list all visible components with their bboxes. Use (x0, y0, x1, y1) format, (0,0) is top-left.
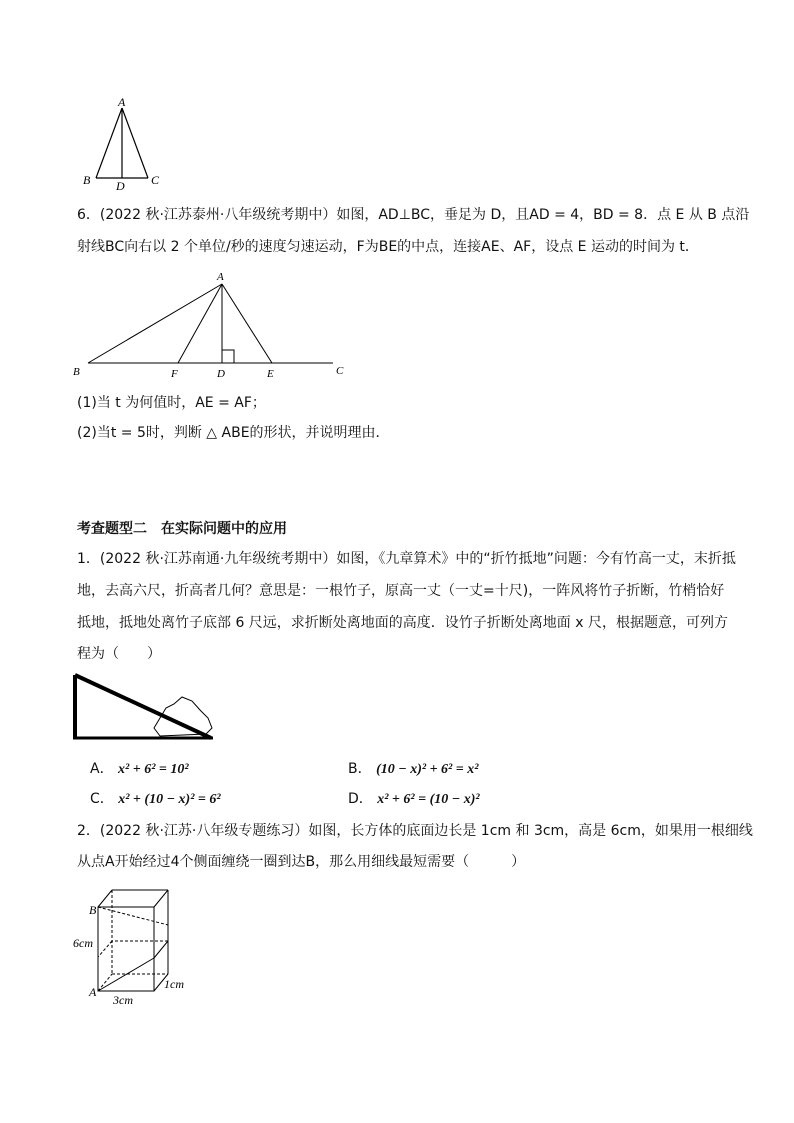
q6-label-d: D (217, 368, 225, 380)
option-b-letter: B． (348, 761, 372, 777)
option-a[interactable] (90, 758, 189, 778)
q1-text-line2: 地，去高六尺，折高者几何？意思是：一根竹子，原高一丈（一丈=十尺)，一阵风将竹子折断，竹梢恰好 (77, 583, 725, 599)
q6-figure (70, 270, 360, 380)
q2-text-line1: 2．(2022 秋·江苏·八年级专题练习）如图，长方体的底面边长是 1cm 和 3cm，高是 6cm，如果用一根细线 (77, 823, 753, 839)
label-b: B (83, 173, 91, 187)
option-a-letter: A． (90, 761, 114, 777)
right-angle-mark (222, 350, 234, 363)
label-d: D (116, 179, 125, 192)
triangle-abc-figure (78, 96, 168, 192)
q6-label-e: E (267, 368, 274, 380)
q6-label-c: C (336, 365, 344, 377)
section-title: 考查题型二 在实际问题中的应用 (77, 521, 287, 537)
q1-text-line1: 1．(2022 秋·江苏南通·九年级统考期中）如图，《九章算术》中的“折竹抵地”问题：今有竹高一丈，末折抵 (77, 551, 736, 567)
prism-label-a: A (89, 985, 97, 999)
option-c-letter: C． (90, 791, 114, 807)
q1-text-line3: 抵地，抵地处离竹子底部 6 尺远，求折断处离地面的高度．设竹子折断处离地面 x 尺，根据题意，可列方 (77, 615, 728, 631)
option-d-letter: D． (348, 791, 373, 807)
prism-label-height: 6cm (73, 936, 93, 950)
prism-label-width: 3cm (113, 993, 133, 1007)
option-b[interactable] (348, 758, 478, 778)
option-d[interactable] (348, 788, 480, 808)
q2-text-line2: 从点A开始经过4个侧面缠绕一圈到达B，那么用细线最短需要（ ） (77, 854, 526, 870)
q6-label-b: B (73, 366, 80, 378)
q6-text-line2: 射线BC向右以 2 个单位/秒的速度匀速运动，F为BE的中点，连接AE、AF，设点 E 运动的时间为 t． (77, 239, 699, 255)
prism-label-depth: 1cm (164, 977, 184, 991)
label-a: A (118, 96, 126, 109)
option-c[interactable] (90, 788, 221, 808)
q6-label-f: F (171, 368, 178, 380)
prism-label-b: B (89, 903, 97, 917)
q1-text-line4: 程为（ ） (77, 646, 161, 662)
option-b-expr: (10 − x)² + 6² = x² (376, 762, 479, 777)
option-c-expr: x² + (10 − x)² = 6² (118, 792, 221, 807)
q6-sub1: (1)当 t 为何值时，AE = AF； (77, 395, 266, 411)
q6-label-a: A (217, 271, 224, 283)
q6-text-line1: 6．(2022 秋·江苏泰州·八年级统考期中）如图，AD⊥BC，垂足为 D，且AD = 4，BD = 8．点 E 从 B 点沿 (77, 207, 750, 223)
bamboo-figure (70, 670, 220, 745)
label-c: C (151, 173, 160, 187)
option-a-expr: x² + 6² = 10² (118, 762, 189, 777)
q6-sub2: (2)当t = 5时，判断 △ ABE的形状，并说明理由． (77, 425, 390, 441)
prism-figure (70, 885, 200, 1010)
option-d-expr: x² + 6² = (10 − x)² (377, 792, 480, 807)
